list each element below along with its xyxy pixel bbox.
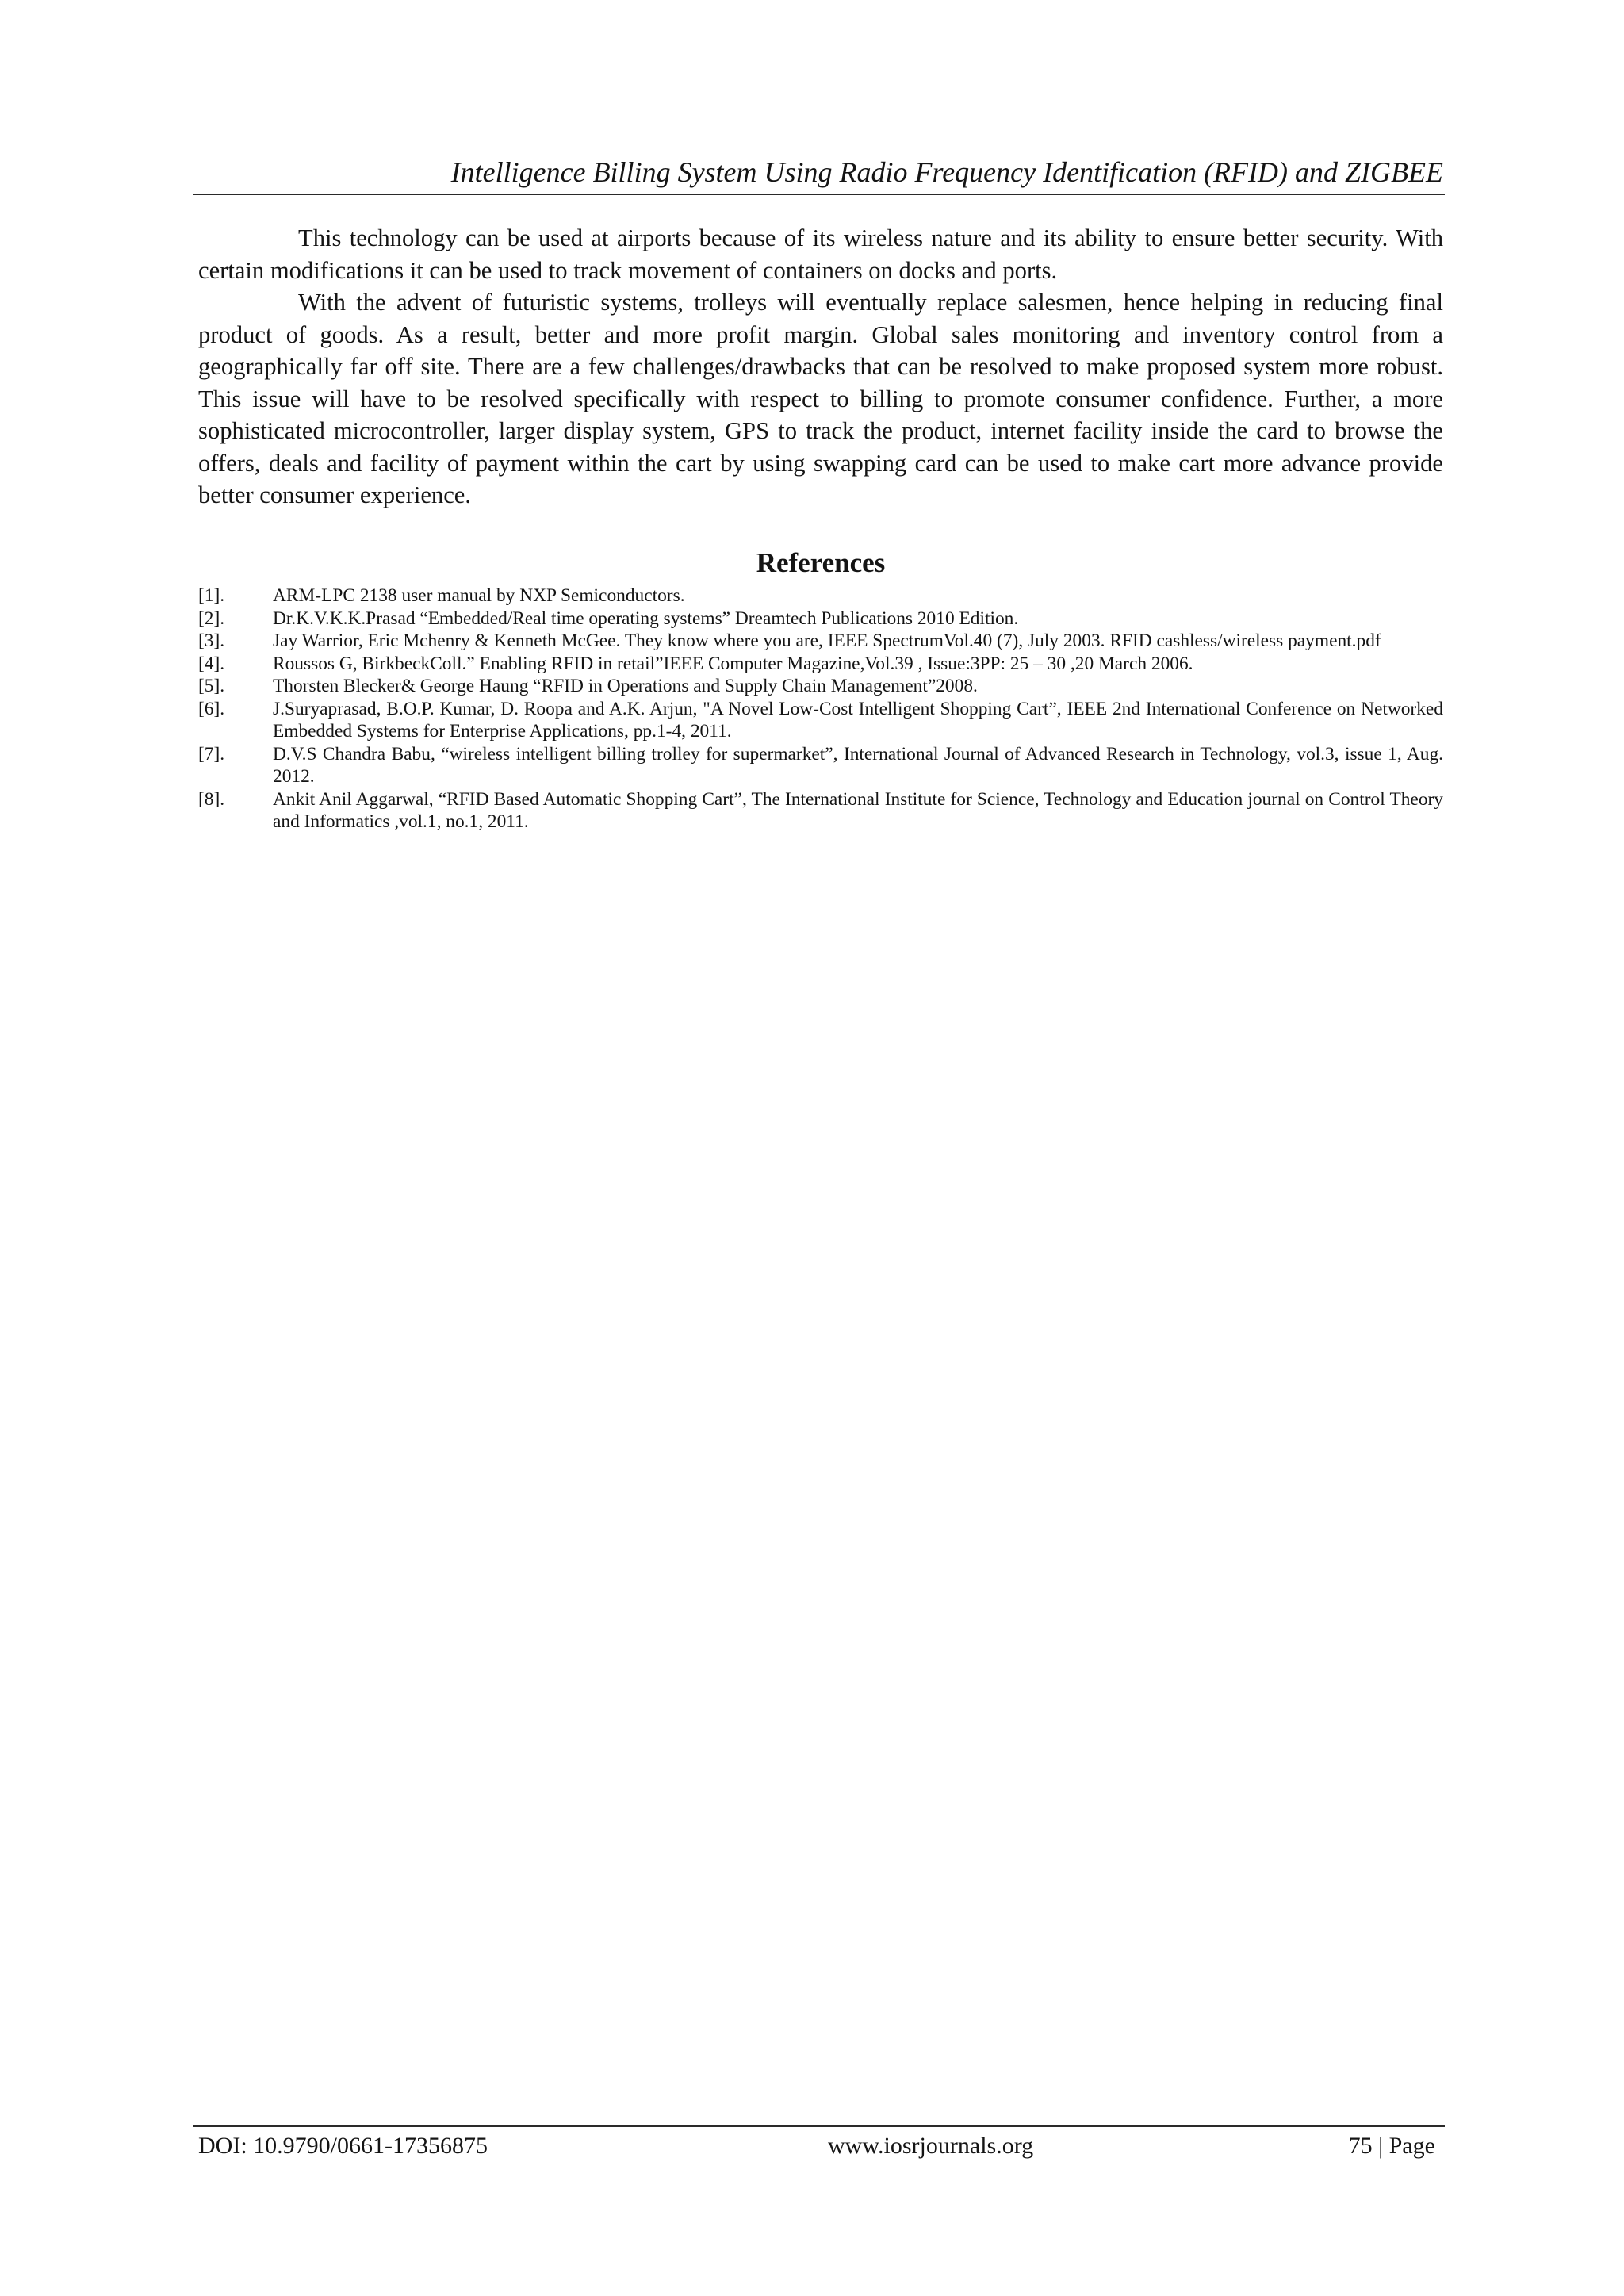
reference-number: [7]. bbox=[198, 743, 225, 765]
reference-item bbox=[198, 788, 1443, 834]
body-paragraph: With the advent of futuristic systems, trolleys will eventually replace salesmen, hence helping in reducing final product of goods. As a result, better and more profit margin. Global sales monitoring and inventory control from a geographically far off site. There are a few challenges/drawbacks that can be resolved to make proposed system more robust. This issue will have to be resolved specifically with respect to billing to promote consumer confidence. Further, a more sophisticated microcontroller, larger display system, GPS to track the product, internet facility inside the card to browse the offers, deals and facility of payment within the cart by using swapping card can be used to make cart more advance provide better consumer experience. bbox=[198, 289, 1443, 508]
reference-text: Ankit Anil Aggarwal, “RFID Based Automatic Shopping Cart”, The International Institute for Science, Technology and Education journal on Control Theory and Informatics ,vol.1, no.1, 2011. bbox=[273, 788, 1443, 832]
reference-item bbox=[198, 585, 1443, 608]
reference-item bbox=[198, 698, 1443, 743]
footer-page-number: 75 | Page bbox=[1348, 2133, 1435, 2159]
reference-number: [4]. bbox=[198, 653, 225, 674]
reference-item bbox=[198, 630, 1443, 653]
header-rule bbox=[193, 194, 1445, 195]
reference-text: Thorsten Blecker& George Haung “RFID in Operations and Supply Chain Management”2008. bbox=[273, 676, 978, 696]
reference-text: J.Suryaprasad, B.O.P. Kumar, D. Roopa and A.K. Arjun, "A Novel Low-Cost Intelligent Shopping Cart”, IEEE 2nd International Conference on Networked Embedded Systems for Enterprise Applications, pp.1-4, 2011. bbox=[273, 698, 1443, 742]
footer-doi: DOI: 10.9790/0661-17356875 bbox=[198, 2133, 488, 2159]
body-paragraph: This technology can be used at airports because of its wireless nature and its ability to ensure better security. With certain modifications it can be used to track movement of containers on docks and ports. bbox=[198, 224, 1443, 284]
reference-text: ARM-LPC 2138 user manual by NXP Semiconductors. bbox=[273, 585, 685, 606]
reference-number: [6]. bbox=[198, 698, 225, 719]
reference-number: [2]. bbox=[198, 608, 225, 629]
reference-text: Roussos G, BirkbeckColl.” Enabling RFID in retail”IEEE Computer Magazine,Vol.39 , Issue:3PP: 25 – 30 ,20 March 2006. bbox=[273, 653, 1193, 674]
references-list bbox=[198, 585, 1443, 834]
reference-item bbox=[198, 675, 1443, 698]
page-footer bbox=[198, 2130, 1435, 2162]
reference-number: [3]. bbox=[198, 631, 225, 651]
footer-website: www.iosrjournals.org bbox=[828, 2133, 1034, 2159]
reference-text: Jay Warrior, Eric Mchenry & Kenneth McGee. They know where you are, IEEE SpectrumVol.40 (7), July 2003. RFID cashless/wireless payment.pdf bbox=[273, 631, 1381, 651]
references-heading: References bbox=[756, 547, 886, 578]
reference-item bbox=[198, 608, 1443, 631]
reference-text: Dr.K.V.K.K.Prasad “Embedded/Real time operating systems” Dreamtech Publications 2010 Edition. bbox=[273, 608, 1019, 629]
reference-item bbox=[198, 743, 1443, 788]
running-title: Intelligence Billing System Using Radio Frequency Identification (RFID) and ZIGBEE bbox=[450, 156, 1443, 188]
reference-text: D.V.S Chandra Babu, “wireless intelligent billing trolley for supermarket”, International Journal of Advanced Research in Technology, vol.3, issue 1, Aug. 2012. bbox=[273, 743, 1443, 787]
body-text bbox=[198, 222, 1443, 512]
reference-item bbox=[198, 653, 1443, 676]
footer-rule bbox=[193, 2125, 1445, 2127]
reference-number: [5]. bbox=[198, 676, 225, 696]
reference-number: [8]. bbox=[198, 788, 225, 810]
reference-number: [1]. bbox=[198, 585, 225, 606]
